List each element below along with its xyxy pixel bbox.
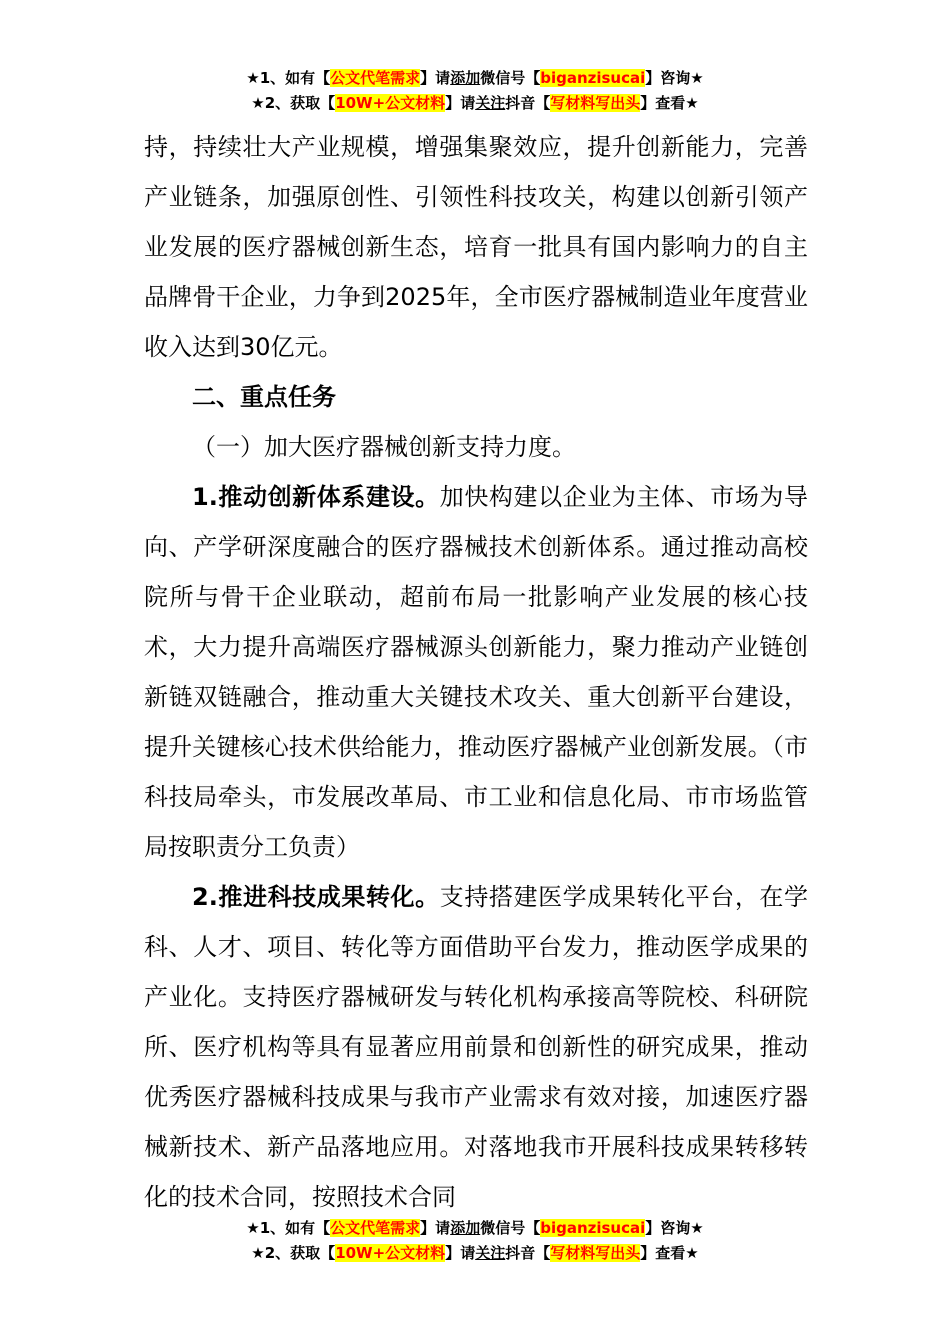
promo-line-2: ★2、获取【10W+公文材料】请关注抖音【写材料写出头】查看★ [251,94,699,112]
paragraph-goal: 持，持续壮大产业规模，增强集聚效应，提升创新能力，完善产业链条，加强原创性、引领性科技攻关，构建以创新引领产业发展的医疗器械创新生态，培育一批具有国内影响力的自主品牌骨干企业，力争到2025年，全市医疗器械制造业年度营业收入达到30亿元。 [144,133,808,361]
promo-line-2: ★2、获取【10W+公文材料】请关注抖音【写材料写出头】查看★ [251,1244,699,1262]
item-1-text: 加快构建以企业为主体、市场为导向、产学研深度融合的医疗器械技术创新体系。通过推动高校院所与骨干企业联动，超前布局一批影响产业发展的核心技术，大力提升高端医疗器械源头创新能力，聚力推动产业链创新链双链融合，推动重大关键技术攻关、重大创新平台建设，提升关键核心技术供给能力，推动医疗器械产业创新发展。（市科技局牵头，市发展改革局、市工业和信息化局、市市场监管局按职责分工负责） [144,483,809,861]
promo-line-1: ★1、如有【公文代笔需求】请添加微信号【biganzisucai】咨询★ [246,69,704,87]
subsection-heading: （一）加大医疗器械创新支持力度。 [192,433,576,461]
item-1-title: 1.推动创新体系建设。 [192,483,440,511]
paragraph-item-2 [144,872,808,1222]
promo-line-1: ★1、如有【公文代笔需求】请添加微信号【biganzisucai】咨询★ [246,1219,704,1237]
promo-banner-bottom [0,1216,950,1266]
paragraph-item-1 [144,472,808,872]
promo-banner-top [0,66,950,116]
item-2-text: 支持搭建医学成果转化平台，在学科、人才、项目、转化等方面借助平台发力，推动医学成果的产业化。支持医疗器械研发与转化机构承接高等院校、科研院所、医疗机构等具有显著应用前景和创新性的研究成果，推动优秀医疗器械科技成果与我市产业需求有效对接，加速医疗器械新技术、新产品落地应用。对落地我市开展科技成果转移转化的技术合同，按照技术合同 [144,883,809,1211]
section-heading: 二、重点任务 [192,383,336,411]
document-body [144,122,808,1222]
item-2-title: 2.推进科技成果转化。 [192,883,440,911]
